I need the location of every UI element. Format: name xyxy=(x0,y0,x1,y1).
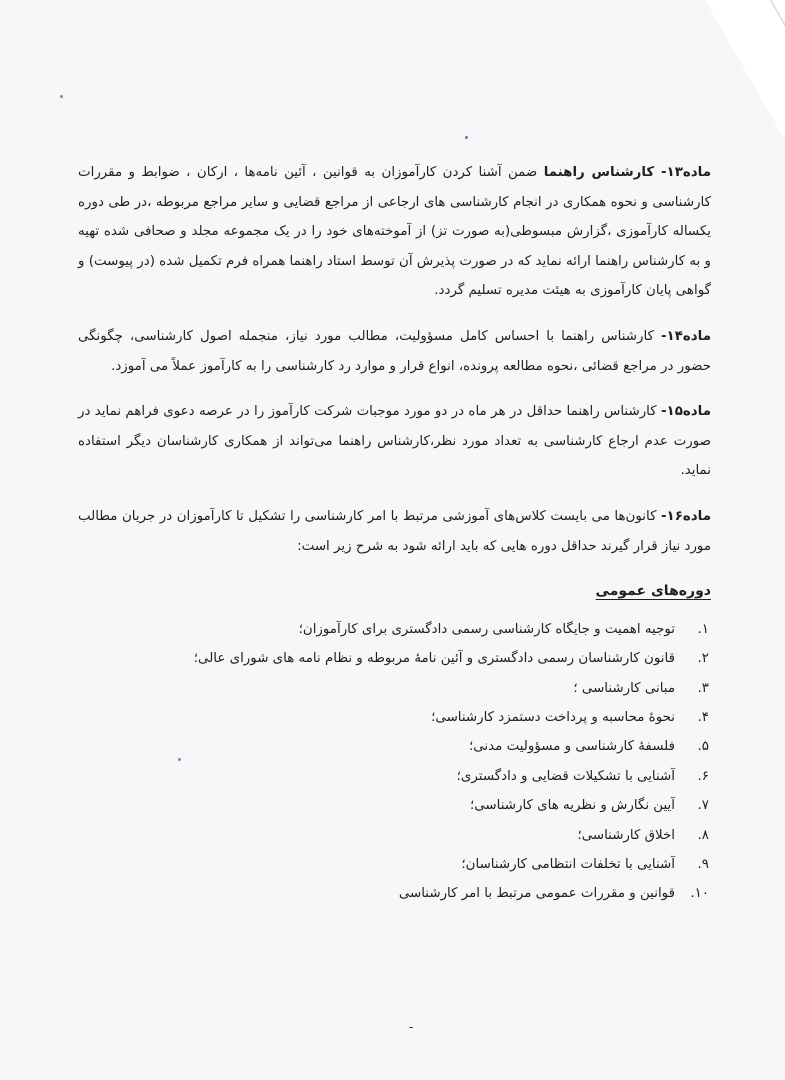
list-item xyxy=(78,703,711,732)
list-item xyxy=(78,674,711,703)
article-13-text: ضمن آشنا کردن کارآموزان به قوانین ، آئین نامه‌ها ، ارکان ، ضوابط و مقررات کارشناسی و نحوه همکاری در انجام کارشناسی های ارجاعی از مراجع قضایی و سایر مراجع مربوطه ،در طی دوره یکساله کارآموزی ،گزارش مبسوطی(به صورت تز) از آموخته‌های خود را در یک مجموعه مجلد و صحافی شده تهیه و به کارشناس راهنما ارائه نماید که در صورت پذیرش آن توسط استاد راهنما همراه فرم تکمیل شده (در پیوست) و گواهی پایان کارآموزی به هیئت مدیره تسلیم گردد. xyxy=(78,165,711,299)
list-item-text: قوانین و مقررات عمومی مرتبط با امر کارشناسی xyxy=(398,886,675,902)
article-13-bold: کارشناس راهنما xyxy=(543,165,661,180)
list-item-number: ۴. xyxy=(697,709,709,725)
scan-speck xyxy=(60,95,63,98)
list-item-text: فلسفهٔ کارشناسی و مسؤولیت مدنی؛ xyxy=(469,739,675,755)
list-item xyxy=(78,644,711,673)
list-item-text: مبانی کارشناسی ؛ xyxy=(573,680,675,696)
course-list xyxy=(78,615,711,909)
document-body xyxy=(78,158,711,909)
article-16 xyxy=(78,502,711,561)
page-mark: - xyxy=(409,1020,414,1034)
list-item xyxy=(78,615,711,644)
list-item-number: ۹. xyxy=(697,856,709,872)
article-16-text: کانون‌ها می بایست کلاس‌های آموزشی مرتبط با امر کارشناسی را تشکیل تا کارآموزان در جریان مطالب مورد نیاز قرار گیرند حداقل دوره هایی که باید ارائه شود به شرح زیر است: xyxy=(78,508,711,554)
article-15 xyxy=(78,397,711,486)
article-14-text: کارشناس راهنما با احساس کامل مسؤولیت، مطالب مورد نیاز، منجمله اصول کارشناسی، چگونگی حضور در مراجع قضائی ،نحوه مطالعه پرونده، انواع قرار و موارد رد کارشناسی را به کارآموز عملاً می آموزد. xyxy=(78,328,711,374)
list-item-number: ۲. xyxy=(697,651,709,667)
folded-corner xyxy=(705,0,785,140)
list-item-text: آشنایی با تشکیلات قضایی و دادگستری؛ xyxy=(456,768,675,784)
list-item-number: ۵. xyxy=(697,739,709,755)
list-item-text: آیین نگارش و نظریه های کارشناسی؛ xyxy=(470,798,675,814)
article-13 xyxy=(78,158,711,306)
article-16-label: ماده۱۶- xyxy=(660,508,711,524)
list-item xyxy=(78,850,711,879)
list-item-number: ۸. xyxy=(697,827,709,843)
article-14 xyxy=(78,322,711,381)
list-item xyxy=(78,732,711,761)
article-13-label: ماده۱۳- xyxy=(660,165,711,180)
list-item-text: آشنایی با تخلفات انتظامی کارشناسان؛ xyxy=(461,856,675,872)
list-item-text: قانون کارشناسان رسمی دادگستری و آئین نامهٔ مربوطه و نظام نامه های شورای عالی؛ xyxy=(193,651,675,667)
article-15-label: ماده۱۵- xyxy=(660,404,711,420)
article-15-text: کارشناس راهنما حداقل در هر ماه در دو مورد موجبات شرکت کارآموز را در عرصه دعوی فراهم نماید در صورت عدم ارجاع کارشناسی به تعداد مورد نظر،کارشناس راهنما می‌تواند از همکاری کارشناسان دیگر استفاده نماید. xyxy=(78,404,711,479)
list-item xyxy=(78,762,711,791)
list-item-text: نحوهٔ محاسبه و پرداخت دستمزد کارشناسی؛ xyxy=(431,709,675,725)
scan-speck xyxy=(465,136,468,139)
list-item xyxy=(78,879,711,908)
list-item-number: ۷. xyxy=(697,798,709,814)
article-14-label: ماده۱۴- xyxy=(660,328,711,344)
list-item-number: ۱. xyxy=(697,621,709,637)
list-item-number: ۱۰. xyxy=(690,886,709,902)
list-item xyxy=(78,791,711,820)
list-item-text: توجیه اهمیت و جایگاه کارشناسی رسمی دادگستری برای کارآموزان؛ xyxy=(298,621,675,637)
list-item-number: ۶. xyxy=(697,768,709,784)
list-item-text: اخلاق کارشناسی؛ xyxy=(577,827,675,843)
section-title: دوره‌های عمومی xyxy=(595,583,711,600)
list-item-number: ۳. xyxy=(697,680,709,696)
list-item xyxy=(78,821,711,850)
